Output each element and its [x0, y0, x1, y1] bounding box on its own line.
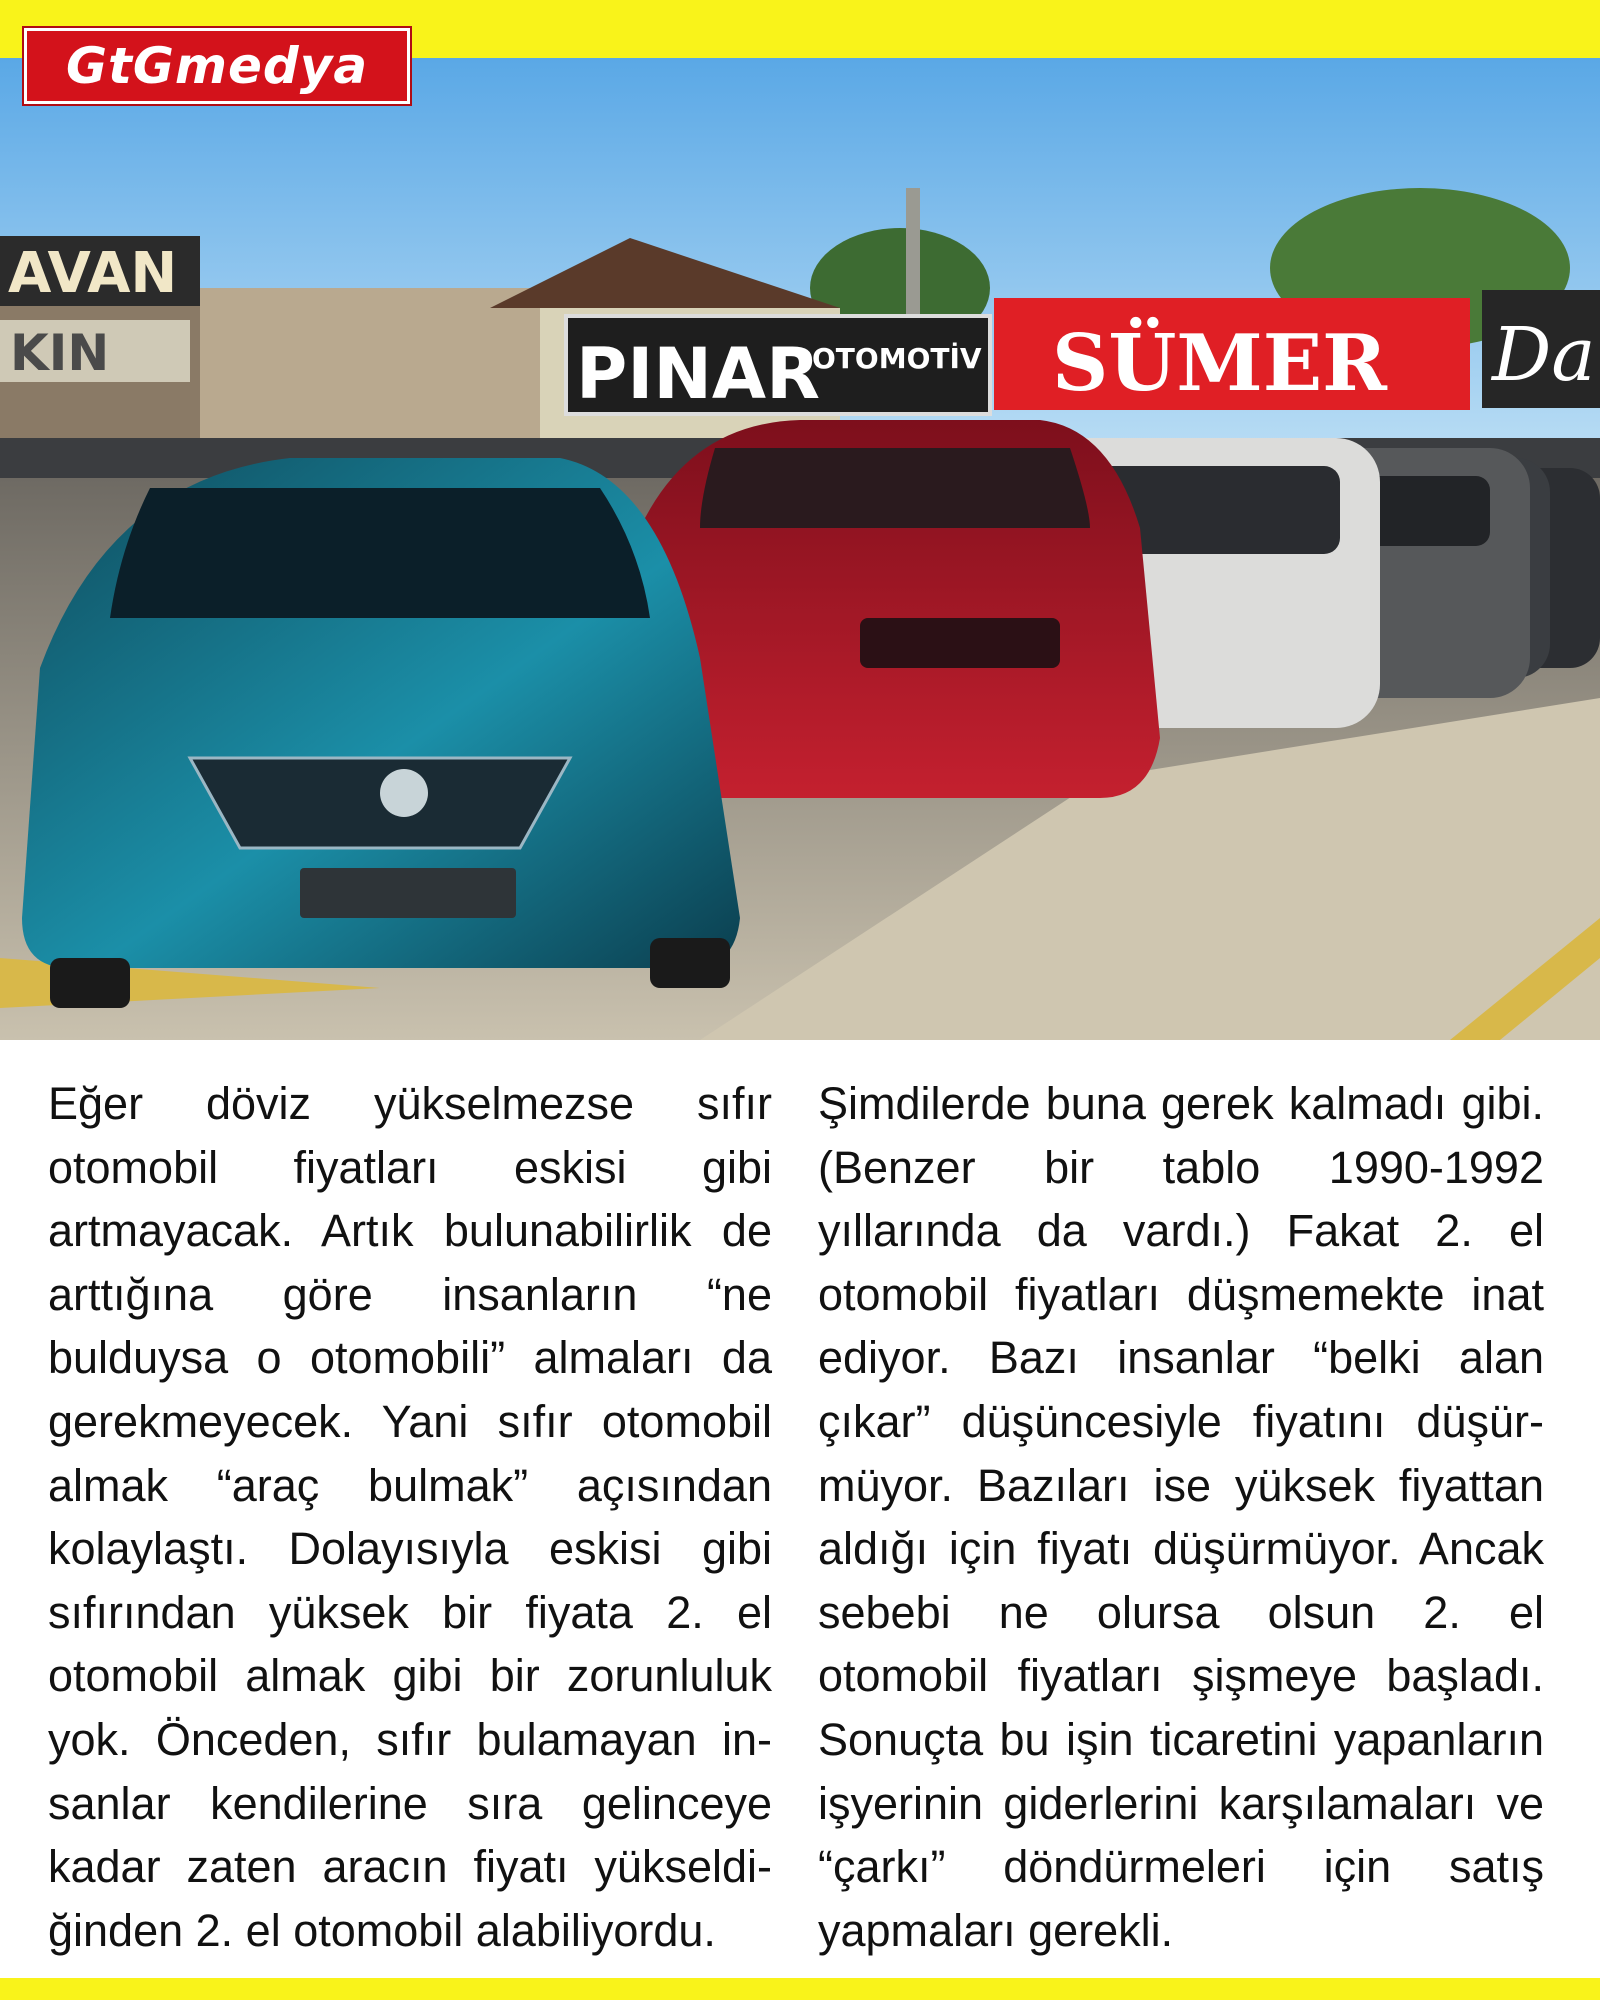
article-column-left: Eğer döviz yükselmezse sıfır otomobil fiyatları eskisi gibi artmayacak. Artık bulunabilirlik de arttığına göre insanların “ne bulduysa o otomobili” almaları da gerekmeyecek. Yani sıfır otomobil almak “araç bulmak” açısından kolaylaştı. Dolayısıyla eskisi gibi sıfırından yüksek bir fiyata 2. el otomobil almak gibi bir zorunluluk yok. Önceden, sıfır bulamayan insanlar kendilerine sıra gelinceye kadar zaten aracın fiyatı yükseldiğinden 2. el otomobil alabiliyordu.: [48, 1078, 772, 1956]
article-column-right: Şimdilerde buna gerek kalmadı gibi. (Benzer bir tablo 1990-1992 yıllarında da vardı.) Fakat 2. el otomobil fiyatları düşmemekte inat ediyor. Bazı insanlar “belki alan çıkar” düşüncesiyle fiyatını düşürmüyor. Bazıları ise yüksek fiyattan aldığı için fiyatı düşürmüyor. Ancak sebebi ne olursa olsun 2. el otomobil fiyatları şişmeye başladı. Sonuçta bu işin ticaretini yapanların işyerinin giderlerini karşılamaları ve “çarkı” döndürmeleri için satış yapmaları gerekli.: [818, 1078, 1544, 1956]
sign-otomotiv-text: OTOMOTİV: [812, 342, 982, 375]
car-grille: [860, 618, 1060, 668]
car-badge: [380, 769, 428, 817]
article-photo: [0, 58, 1600, 1040]
sign-left-top-text: AVAN: [8, 241, 178, 306]
bottom-yellow-band: [0, 1978, 1600, 2000]
car-windshield: [110, 488, 650, 618]
sign-sumer-text: SÜMER: [1052, 318, 1387, 409]
car-grille: [190, 758, 570, 848]
car-windshield: [700, 448, 1090, 528]
brand-logo-text: GtGmedya: [65, 37, 369, 95]
sign-pinar-text: PINAR: [576, 333, 821, 415]
license-plate: [300, 868, 516, 918]
sign-right-text: Da: [1492, 312, 1596, 398]
car-wheel: [650, 938, 730, 988]
sign-left-bottom-text: KIN: [10, 324, 110, 382]
brand-logo: [24, 28, 410, 104]
car-wheel: [50, 958, 130, 1008]
